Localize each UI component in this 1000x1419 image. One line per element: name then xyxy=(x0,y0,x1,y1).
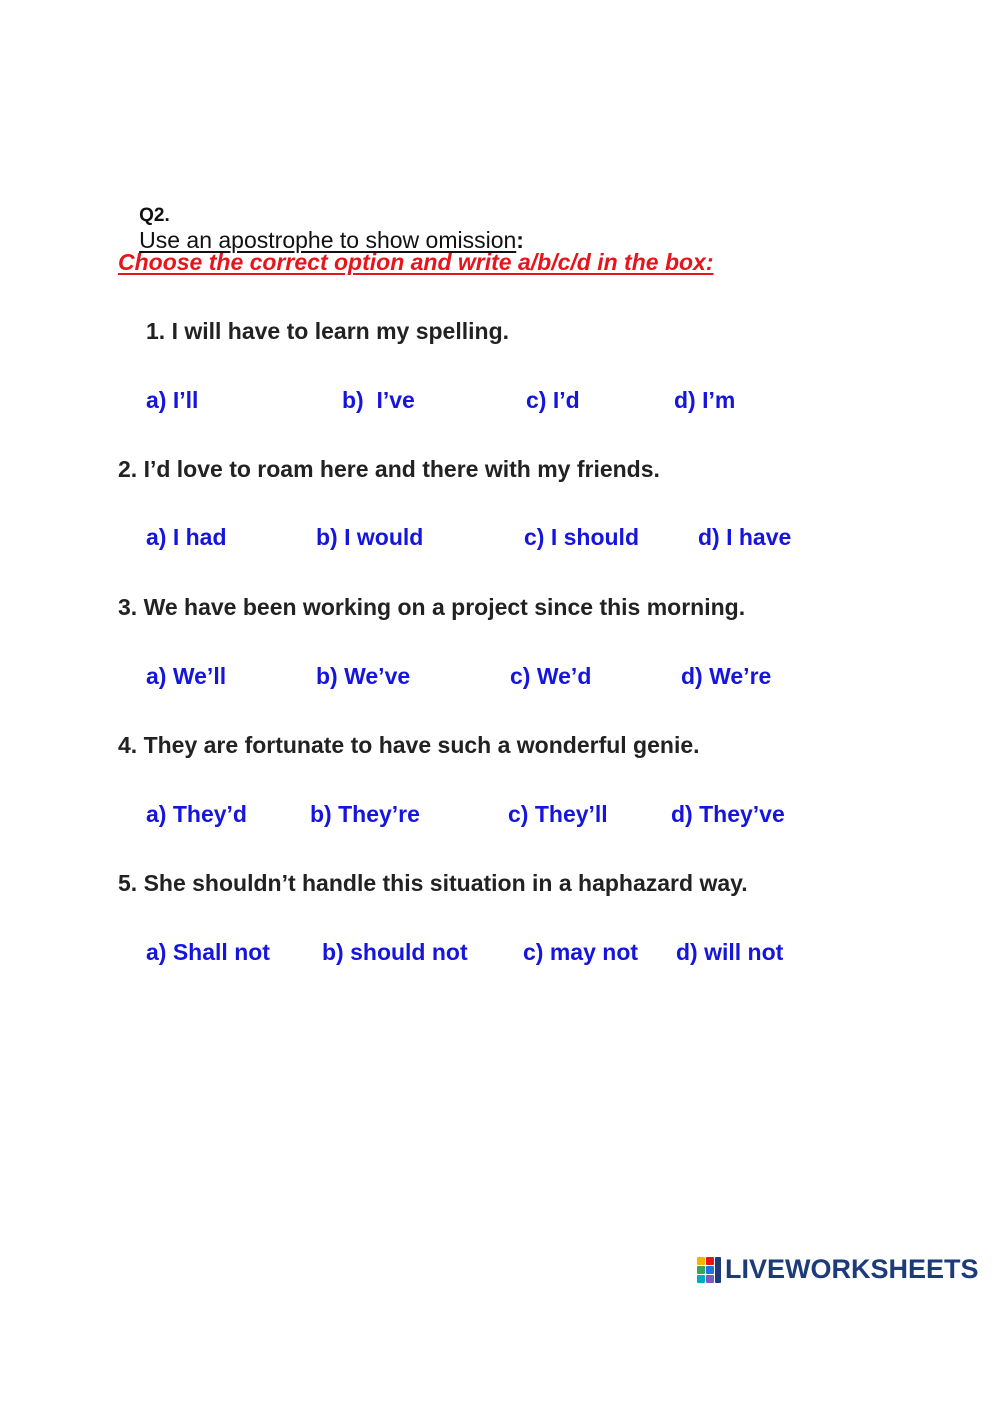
liveworksheets-logo xyxy=(697,1254,979,1285)
question-5-option-a: a) Shall not xyxy=(146,939,270,965)
question-5-option-c: c) may not xyxy=(523,939,639,965)
question-2-option-d: d) I have xyxy=(698,524,792,550)
liveworksheets-logo-icon xyxy=(697,1257,723,1283)
question-1-option-d: d) I’m xyxy=(674,387,736,413)
question-2-text: 2. I’d love to roam here and there with my friends. xyxy=(118,456,660,482)
question-3-option-a: a) We’ll xyxy=(146,663,227,689)
question-1-option-c: c) I’d xyxy=(526,387,580,413)
question-3-option-d: d) We’re xyxy=(681,663,772,689)
question-3-option-c: c) We’d xyxy=(510,663,592,689)
question-2-option-a: a) I had xyxy=(146,524,227,550)
question-5-option-d: d) will not xyxy=(676,939,784,965)
question-5-option-b: b) should not xyxy=(322,939,468,965)
question-4-option-a: a) They’d xyxy=(146,801,247,827)
question-3-option-b: b) We’ve xyxy=(316,663,411,689)
question-4-text: 4. They are fortunate to have such a wonderful genie. xyxy=(118,732,700,758)
question-number-label: Q2. xyxy=(139,205,170,226)
question-4-option-d: d) They’ve xyxy=(671,801,785,827)
question-title-colon: : xyxy=(516,227,524,253)
instruction-text: Choose the correct option and write a/b/c/d in the box: xyxy=(118,249,714,275)
question-1-option-b: b) I’ve xyxy=(342,387,415,413)
liveworksheets-logo-text: LIVEWORKSHEETS xyxy=(725,1254,979,1284)
question-3-text: 3. We have been working on a project since this morning. xyxy=(118,594,746,620)
question-1-option-a: a) I’ll xyxy=(146,387,199,413)
question-5-text: 5. She shouldn’t handle this situation in a haphazard way. xyxy=(118,870,748,896)
question-1-text: 1. I will have to learn my spelling. xyxy=(146,318,510,344)
question-4-option-c: c) They’ll xyxy=(508,801,608,827)
question-2-option-b: b) I would xyxy=(316,524,424,550)
question-4-option-b: b) They’re xyxy=(310,801,420,827)
question-title: Use an apostrophe to show omission xyxy=(139,227,517,253)
question-2-option-c: c) I should xyxy=(524,524,639,550)
